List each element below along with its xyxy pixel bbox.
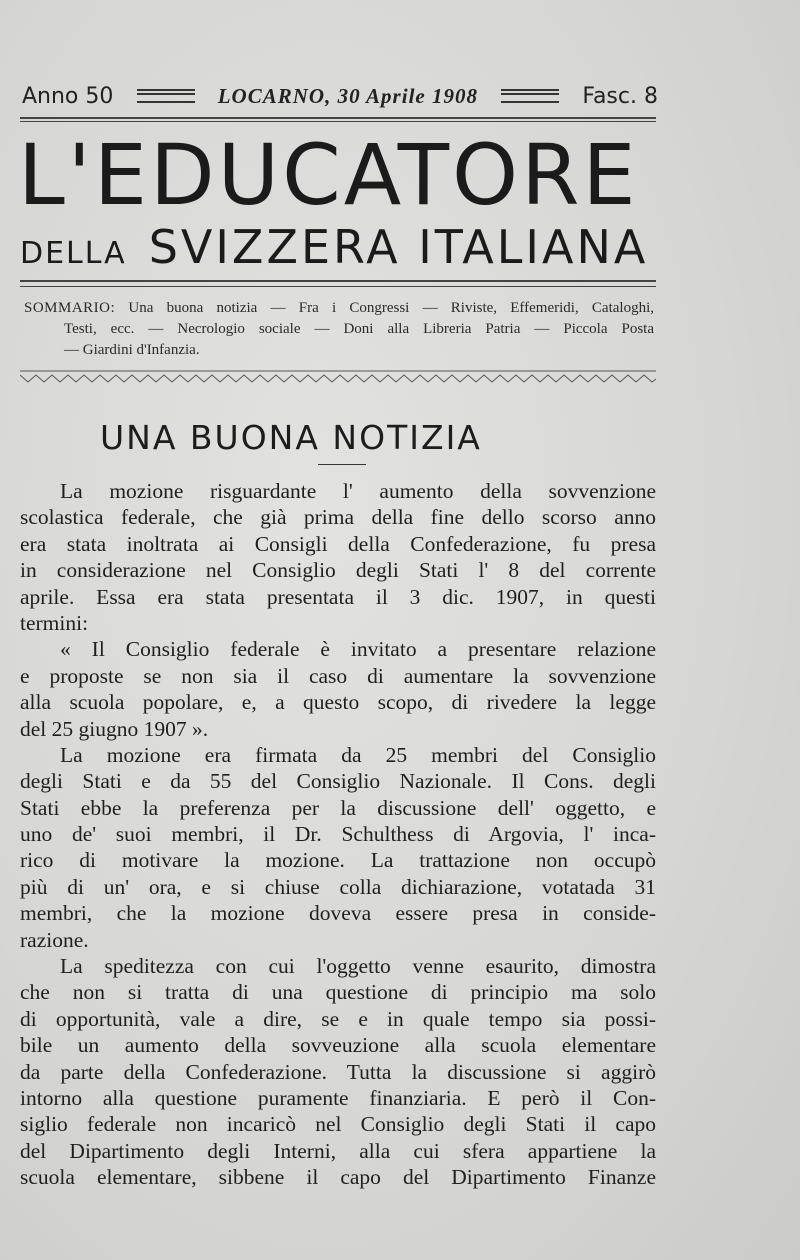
article-line: « Il Consiglio federale è invitato a presentare relazione <box>60 637 656 662</box>
masthead-divider-thin <box>20 286 656 287</box>
article-line: uno de' suoi membri, il Dr. Schulthess di Argovia, l' inca- <box>20 822 656 847</box>
wavy-divider <box>20 368 656 386</box>
issue-number: Fasc. 8 <box>582 83 658 109</box>
article-line: La mozione risguardante l' aumento della sovvenzione <box>60 479 656 503</box>
article-line: intorno alla questione puramente finanziaria. E però il Con- <box>20 1085 656 1110</box>
issue-header <box>22 78 658 114</box>
table-of-contents <box>24 298 654 361</box>
article-line: membri, che la mozione doveva essere presa in conside- <box>20 901 656 926</box>
article-line: siglio federale non incaricò nel Consiglio degli Stati il capo <box>20 1112 656 1137</box>
ornamental-rule-right <box>501 89 559 103</box>
article-title-underline <box>318 464 366 465</box>
issue-dateline: LOCARNO, 30 Aprile 1908 <box>217 83 478 108</box>
article-title: UNA BUONA NOTIZIA <box>100 418 482 457</box>
article-line: scolastica federale, che già prima della fine dello scorso anno <box>20 505 656 530</box>
article-line: di opportunità, vale a dire, se e in quale tempo sia possi- <box>20 1006 656 1031</box>
article-body <box>20 478 656 1191</box>
article-line: alla scuola popolare, e, a questo scopo, di rivedere la legge <box>20 690 656 715</box>
article-line: razione. <box>20 927 89 952</box>
article-line: aprile. Essa era stata presentata il 3 dic. 1907, in questi <box>20 584 656 609</box>
article-line: La speditezza con cui l'oggetto venne esaurito, dimostra <box>60 954 656 979</box>
issue-year: Anno 50 <box>22 83 114 109</box>
summary-line-2: Testi, ecc. — Necrologio sociale — Doni alla Libreria Patria — Piccola Posta <box>64 321 654 337</box>
article-line: era stata inoltrata ai Consigli della Confederazione, fu presa <box>20 531 656 556</box>
ornamental-rule-left <box>137 89 195 103</box>
article-line: degli Stati e da 55 del Consiglio Nazionale. Il Cons. degli <box>20 769 656 794</box>
article-line: del 25 giugno 1907 ». <box>20 716 209 741</box>
masthead-subtitle-main: SVIZZERA ITALIANA <box>148 220 649 274</box>
article-line: La mozione era firmata da 25 membri del Consiglio <box>60 742 656 767</box>
article-line: in considerazione nel Consiglio degli Stati l' 8 del corrente <box>20 558 656 583</box>
article-line: che non si tratta di una questione di principio ma solo <box>20 980 656 1005</box>
article-line: più di un' ora, e si chiuse colla dichiarazione, votatada 31 <box>20 874 656 899</box>
masthead-title: L'EDUCATORE <box>18 126 639 224</box>
masthead-divider <box>20 280 656 282</box>
masthead-subtitle-della: DELLA <box>20 236 127 271</box>
header-divider-thin <box>20 121 656 122</box>
header-divider <box>20 117 656 119</box>
article-line: da parte della Confederazione. Tutta la discussione si aggirò <box>20 1059 656 1084</box>
article-line: Stati ebbe la preferenza per la discussione dell' oggetto, e <box>20 795 656 820</box>
summary-line-1: Una buona notizia — Fra i Congressi — Riviste, Effemeridi, Cataloghi, <box>128 300 654 316</box>
masthead-subtitle <box>20 220 662 274</box>
article-line: rico di motivare la mozione. La trattazione non occupò <box>20 848 656 873</box>
article-line: scuola elementare, sibbene il capo del Dipartimento Finanze <box>20 1165 656 1190</box>
article-line: e proposte se non sia il caso di aumentare la sovvenzione <box>20 663 656 688</box>
summary-line-3: — Giardini d'Infanzia. <box>64 342 200 358</box>
summary-label: SOMMARIO: <box>24 300 116 316</box>
article-line: bile un aumento della sovveuzione alla scuola elementare <box>20 1033 656 1058</box>
article-line: termini: <box>20 610 89 635</box>
article-line: del Dipartimento degli Interni, alla cui sfera appartiene la <box>20 1138 656 1163</box>
